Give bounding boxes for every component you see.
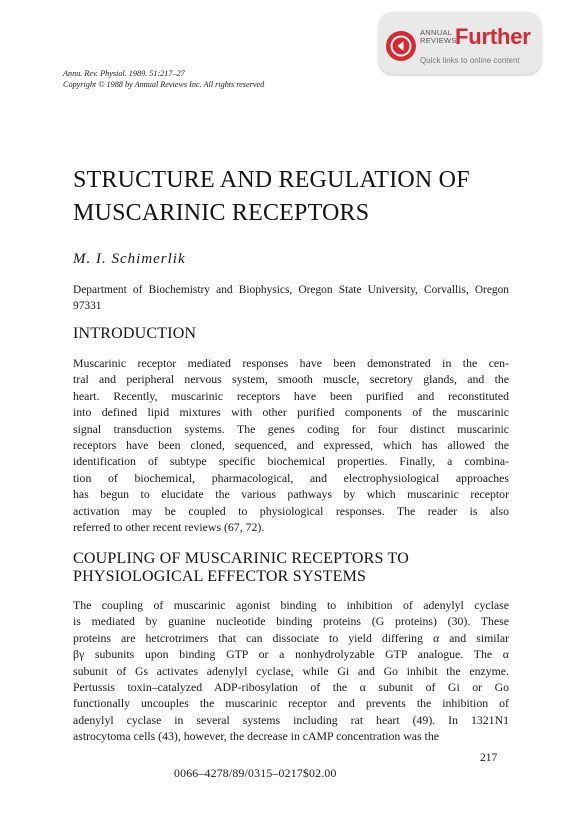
text-line: Muscarinic receptor mediated responses have been demonstrated in the cen- xyxy=(73,356,509,370)
text-line: is mediated by guanine nucleotide binding proteins (G proteins) (30). These xyxy=(73,614,509,629)
article-title xyxy=(73,164,533,230)
citation-line-1: Annu. Rev. Physiol. 1989. 51:217–27 xyxy=(63,69,185,78)
text-line: Pertussis toxin–catalyzed ADP-ribosylation of the α subunit of Gi or Go xyxy=(73,680,509,695)
text-line: proteins are hetcrotrimers that can dissociate to yield differing α and similar xyxy=(73,630,509,645)
text-line: astrocytoma cells (43), however, the decrease in cAMP concentration was the xyxy=(73,729,439,744)
text-line: tion of biochemical, pharmacological, and electrophysiological approaches xyxy=(73,470,509,485)
text-line: heart. Recently, muscarinic receptors have been purified and reconstituted xyxy=(73,388,509,403)
text-line: tral and peripheral nervous system, smooth muscle, secretory glands, and the xyxy=(73,372,509,387)
text-line: subunit of Gs activates adenylyl cyclase, while Gi and Go inhibit the enzyme. xyxy=(73,663,509,678)
text-line: adenylyl cyclase in several systems including rat heart (49). In 1321N1 xyxy=(73,712,509,727)
section-heading-introduction: INTRODUCTION xyxy=(73,325,197,342)
title-line-1: STRUCTURE AND REGULATION OF xyxy=(73,167,470,193)
text-line: referred to other recent reviews (67, 72). xyxy=(73,520,265,535)
article-code: 0066–4278/89/0315–0217$02.00 xyxy=(174,766,337,780)
text-line: receptors have been cloned, sequenced, and expressed, which has allowed the xyxy=(73,438,509,453)
coupling-paragraph xyxy=(73,597,509,745)
text-line: signal transduction systems. The genes coding for four distinct muscarinic xyxy=(73,421,509,436)
annual-reviews-logo-icon xyxy=(385,30,417,62)
copyright-line: Copyright © 1988 by Annual Reviews Inc. All rights reserved xyxy=(63,80,265,89)
text-line: activation may be coupled to physiological responses. The reader is also xyxy=(73,503,509,518)
text-line: has begun to elucidate the various pathways by which muscarinic receptor xyxy=(73,487,509,502)
text-line: functionally uncouples the muscarinic receptor and prevents the inhibition of xyxy=(73,696,509,711)
affiliation: Department of Biochemistry and Biophysics, Oregon State University, Corvallis, Oregon 97331 xyxy=(73,284,509,312)
publisher-name: ANNUAL REVIEWS xyxy=(420,28,457,45)
title-line-2: MUSCARINIC RECEPTORS xyxy=(73,200,370,226)
section-heading-coupling: COUPLING OF MUSCARINIC RECEPTORS TO PHYSIOLOGICAL EFFECTOR SYSTEMS xyxy=(73,550,409,585)
further-badge[interactable] xyxy=(379,12,541,74)
further-subtitle: Quick links to online content xyxy=(420,56,520,65)
introduction-paragraph xyxy=(73,355,509,535)
text-line: βγ subunits upon binding GTP or a nonhydrolyzable GTP analogue. The α xyxy=(73,647,509,662)
further-label: Further xyxy=(455,24,531,49)
text-line: identification of subtype specific biochemical properties. Finally, a combina- xyxy=(73,454,509,469)
page-number: 217 xyxy=(480,752,498,764)
text-line: into defined lipid mixtures with other purified components of the muscarinic xyxy=(73,405,509,420)
text-line: The coupling of muscarinic agonist binding to inhibition of adenylyl cyclase xyxy=(73,598,509,612)
author-name: M. I. Schimerlik xyxy=(73,251,186,267)
